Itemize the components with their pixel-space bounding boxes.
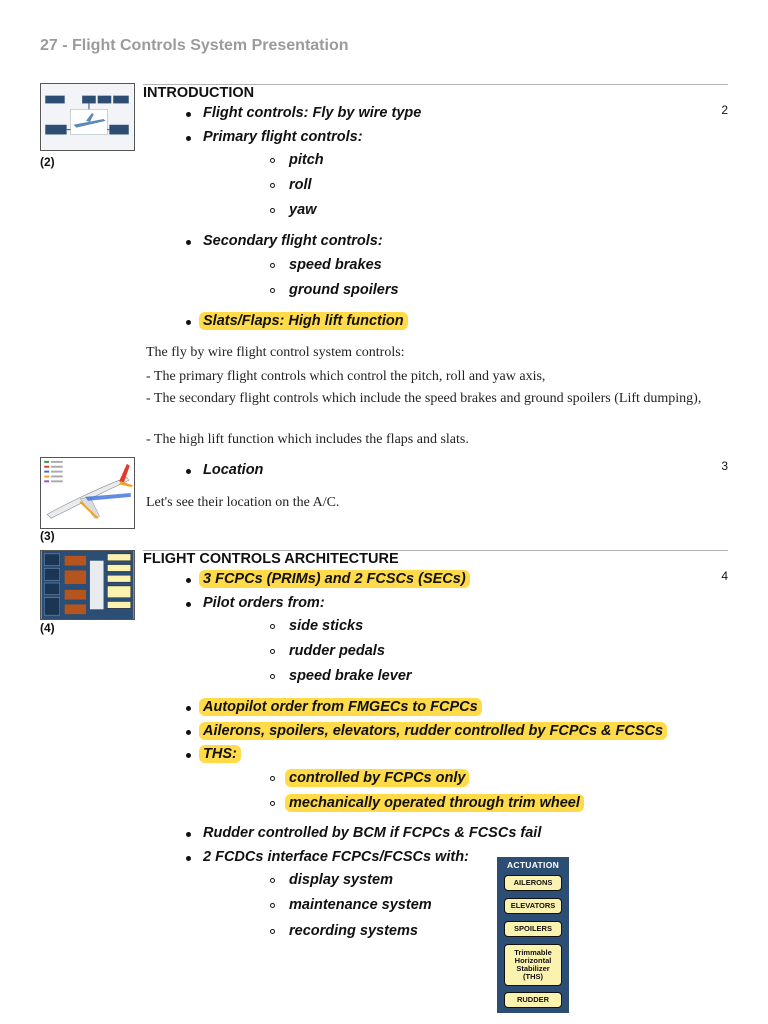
section-heading-architecture: FLIGHT CONTROLS ARCHITECTURE (143, 551, 399, 567)
actuation-item-elevators: ELEVATORS (504, 898, 562, 914)
actuation-item-ailerons: AILERONS (504, 875, 562, 891)
sub-bullet-item: yaw (289, 202, 317, 218)
sub-bullet-item: display system (289, 872, 393, 888)
bullet-item-highlighted (203, 746, 241, 762)
sub-bullet-item-highlighted (289, 770, 469, 786)
bullet-item: Secondary flight controls: (203, 233, 383, 249)
bullet-item: Flight controls: Fly by wire type (203, 105, 422, 121)
slide-thumbnail-3[interactable] (40, 457, 135, 529)
thumbnail-caption: (4) (40, 621, 55, 635)
slide-thumbnail-4[interactable] (40, 550, 135, 620)
actuation-item-ths: Trimmable Horizontal Stabilizer (THS) (504, 944, 562, 986)
sub-bullet-item: rudder pedals (289, 643, 385, 659)
actuation-item-rudder: RUDDER (504, 992, 562, 1008)
highlighted-text: mechanically operated through trim wheel (285, 794, 584, 812)
highlighted-text: THS: (199, 745, 241, 763)
body-paragraph: Let's see their location on the A/C. (146, 495, 340, 510)
highlighted-text: Ailerons, spoilers, elevators, rudder controlled by FCPCs & FCSCs (199, 722, 667, 740)
bullet-item: Location (203, 462, 264, 478)
sub-bullet-item: side sticks (289, 618, 364, 634)
actuation-item-spoilers: SPOILERS (504, 921, 562, 937)
highlighted-text: Slats/Flaps: High lift function (199, 312, 408, 330)
slide-number: 3 (721, 459, 728, 473)
block-diagram-icon (41, 84, 134, 150)
bullet-item: 2 FCDCs interface FCPCs/FCSCs with: (203, 849, 469, 865)
thumbnail-caption: (2) (40, 155, 55, 169)
sub-bullet-item: recording systems (289, 923, 418, 939)
sub-bullet-item: ground spoilers (289, 282, 399, 298)
slide-number: 2 (721, 103, 728, 117)
body-paragraph: The fly by wire flight control system controls: (146, 345, 405, 360)
actuation-panel (497, 857, 569, 1013)
architecture-diagram-icon (41, 551, 134, 619)
aircraft-icon (41, 458, 134, 528)
bullet-item: Rudder controlled by BCM if FCPCs & FCSCs fail (203, 825, 542, 841)
page-title: 27 - Flight Controls System Presentation (40, 37, 349, 54)
bullet-item: Pilot orders from: (203, 595, 325, 611)
highlighted-text: controlled by FCPCs only (285, 769, 469, 787)
highlighted-text: Autopilot order from FMGECs to FCPCs (199, 698, 482, 716)
sub-bullet-item-highlighted (289, 795, 584, 811)
thumbnail-caption: (3) (40, 529, 55, 543)
sub-bullet-item: roll (289, 177, 312, 193)
body-paragraph: - The secondary flight controls which include the speed brakes and ground spoilers (Lift dumping), (146, 391, 702, 406)
bullet-item-highlighted (203, 723, 667, 739)
sub-bullet-item: maintenance system (289, 897, 432, 913)
highlighted-text: 3 FCPCs (PRIMs) and 2 FCSCs (SECs) (199, 570, 470, 588)
bullet-item-highlighted (203, 571, 470, 587)
slide-thumbnail-2[interactable] (40, 83, 135, 151)
bullet-item-highlighted (203, 699, 482, 715)
section-heading-introduction: INTRODUCTION (143, 85, 255, 101)
bullet-item: Primary flight controls: (203, 129, 363, 145)
sub-bullet-item: speed brake lever (289, 668, 412, 684)
body-paragraph: - The primary flight controls which control the pitch, roll and yaw axis, (146, 369, 546, 384)
sub-bullet-item: pitch (289, 152, 324, 168)
sub-bullet-item: speed brakes (289, 257, 382, 273)
slide-number: 4 (721, 569, 728, 583)
actuation-title: ACTUATION (506, 860, 560, 870)
body-paragraph: - The high lift function which includes the flaps and slats. (146, 432, 469, 447)
bullet-item-highlighted (203, 313, 408, 329)
